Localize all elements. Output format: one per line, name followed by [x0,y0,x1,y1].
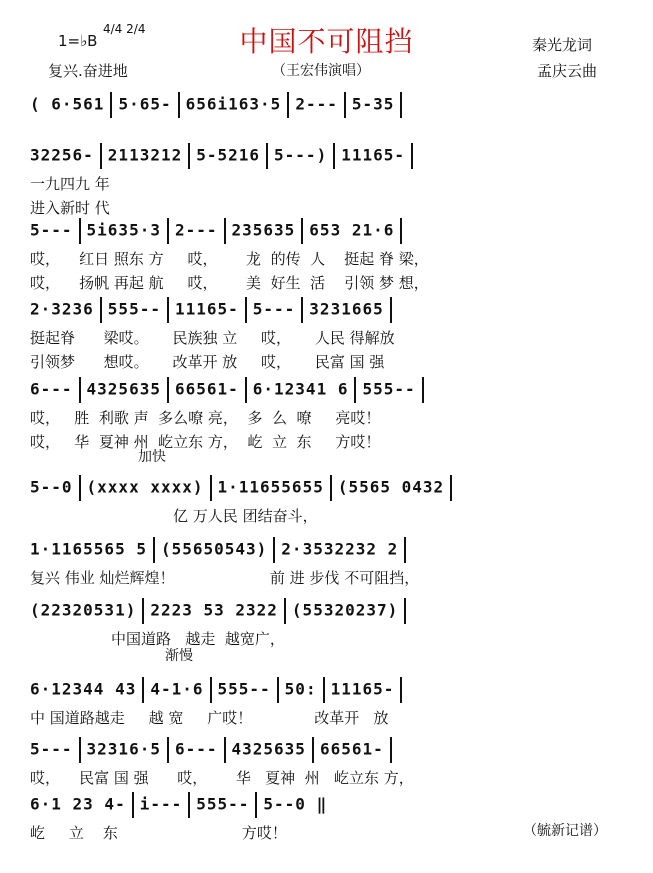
notation-row [30,143,620,169]
notation-row [30,92,620,118]
lyric-line: 中国道路 越走 越宽广， [30,630,285,648]
measure: ( 6·561 [30,94,105,114]
measure: 5--- [30,739,73,759]
bar-line [142,598,144,624]
bar-line [79,218,81,244]
bar-line [178,92,180,118]
lyric-line: 亿 万人民 团结奋斗， [30,507,318,525]
bar-line [100,297,102,323]
bar-line [132,792,134,818]
measure: 555-- [362,379,416,399]
key-signature: 1=♭B [58,32,98,50]
measure: 5i635·3 [86,220,161,240]
page-title: 中国不可阻挡 [239,25,414,58]
measure: 555-- [217,679,271,699]
bar-line [400,218,402,244]
bar-line [390,737,392,763]
bar-line [245,377,247,403]
bar-line [79,475,81,501]
measure: 32316·5 [86,739,161,759]
tempo-slower: 渐慢 [165,648,193,664]
measure: i--- [139,794,183,814]
measure: 5---) [274,145,328,165]
bar-line [404,598,406,624]
measure: 6--- [174,739,218,759]
bar-line [287,92,289,118]
bar-line [354,377,356,403]
lyric-line: 哎， 民富 国 强 哎， 华 夏神 州 屹立东 方， [30,769,414,787]
measure: 555-- [107,299,161,319]
bar-line [110,92,112,118]
measure: 11165- [330,679,395,699]
bar-line [422,377,424,403]
measure: 2113212 [107,145,183,165]
measure: 11165- [341,145,405,165]
measure: 2--- [174,220,218,240]
measure: 50: [284,679,317,699]
lyric-line: 哎， 胜 利歌 声 多么嘹 亮， 多 么 嘹 亮哎！ [30,409,381,427]
bar-line [167,737,169,763]
bar-line [301,297,303,323]
measure: 2·3236 [30,299,94,319]
bar-line [273,537,275,563]
measure: 235635 [231,220,296,240]
lyric-line: 引领梦 想哎。 改革开 放 哎， 民富 国 强 [30,353,385,371]
lyric-line: 进入新时 代 [30,199,110,217]
lyric-line: 复兴 伟业 灿烂辉煌！ 前 进 步伐 不可阻挡， [30,569,420,587]
lyric-line: 哎， 华 夏神 州 屹立东 方， 屹 立 东 方哎！ [30,433,381,451]
notation-row [30,377,620,403]
bar-line [450,475,452,501]
bar-line [142,677,144,703]
lyric-line: 一九四九 年 [30,175,110,193]
measure: 32256- [30,145,94,165]
transcriber-credit: （毓新记谱） [523,823,607,839]
bar-line [79,737,81,763]
measure: 1·1165565 5 [30,539,147,559]
bar-line [167,218,169,244]
measure: 653 21·6 [309,220,395,240]
notation-row [30,598,620,624]
measure: 4-1·6 [150,679,204,699]
bar-line [79,377,81,403]
notation-row [30,475,620,501]
lyric-line: 屹 立 东 方哎！ [30,824,287,842]
measure: 6·1 23 4- [30,794,126,814]
bar-line [266,143,268,169]
notation-row [30,297,620,323]
measure: 2--- [295,94,338,114]
lyricist: 秦光龙词 [532,36,593,54]
lyric-line: 哎， 红日 照东 方 哎， 龙 的传 人 挺起 脊 梁， [30,250,429,268]
bar-line [188,143,190,169]
bar-line [210,475,212,501]
measure: 4325635 [86,379,161,399]
measure: 5--0 ‖ [263,794,328,814]
bar-line [188,792,190,818]
mood-marking: 复兴.奋进地 [48,62,128,80]
bar-line [245,297,247,323]
bar-line [224,737,226,763]
measure: 6·12344 43 [30,679,137,699]
bar-line [277,677,279,703]
measure: 5--0 [30,477,73,497]
measure: 2·3532232 2 [281,539,399,559]
measure: 4325635 [231,739,306,759]
measure: 66561- [174,379,239,399]
performer: （王宏伟演唱） [272,63,370,79]
notation-row [30,537,620,563]
notation-row [30,677,620,703]
lyric-line: 哎， 扬帆 再起 航 哎， 美 好生 活 引领 梦 想， [30,274,429,292]
measure: 6·12341 6 [252,379,349,399]
lyric-line: 挺起脊 梁哎。 民族独 立 哎， 人民 得解放 [30,329,395,347]
measure: 5--- [30,220,73,240]
notation-row [30,737,620,763]
measure: 656i163·5 [185,94,282,114]
lyric-line: 中 国道路越走 越 宽 广哎！ 改革开 放 [30,709,389,727]
bar-line [323,677,325,703]
measure: 5·65- [118,94,172,114]
bar-line [224,218,226,244]
measure: 2223 53 2322 [150,600,278,620]
time-signature: 4/4 2/4 [103,22,146,36]
tempo-faster: 加快 [138,449,166,465]
bar-line [255,792,257,818]
bar-line [153,537,155,563]
measure: 5-5216 [196,145,261,165]
measure: 1·11655655 [217,477,324,497]
measure: 5-35 [351,94,395,114]
bar-line [301,218,303,244]
bar-line [167,297,169,323]
bar-line [400,677,402,703]
bar-line [284,598,286,624]
notation-row [30,218,620,244]
measure: 11165- [174,299,239,319]
notation-row [30,792,620,818]
measure: 555-- [196,794,250,814]
bar-line [404,537,406,563]
measure: (55320237) [291,600,399,620]
bar-line [344,92,346,118]
measure: (55650543) [160,539,268,559]
measure: (22320531) [30,600,137,620]
bar-line [167,377,169,403]
bar-line [330,475,332,501]
measure: 6--- [30,379,73,399]
measure: 5--- [252,299,296,319]
bar-line [312,737,314,763]
composer: 孟庆云曲 [537,62,598,80]
bar-line [333,143,335,169]
measure: 3231665 [309,299,384,319]
bar-line [100,143,102,169]
bar-line [390,297,392,323]
measure: (5565 0432 [337,477,445,497]
bar-line [400,92,402,118]
measure: (xxxx xxxx) [86,477,204,497]
bar-line [411,143,413,169]
bar-line [210,677,212,703]
measure: 66561- [319,739,384,759]
